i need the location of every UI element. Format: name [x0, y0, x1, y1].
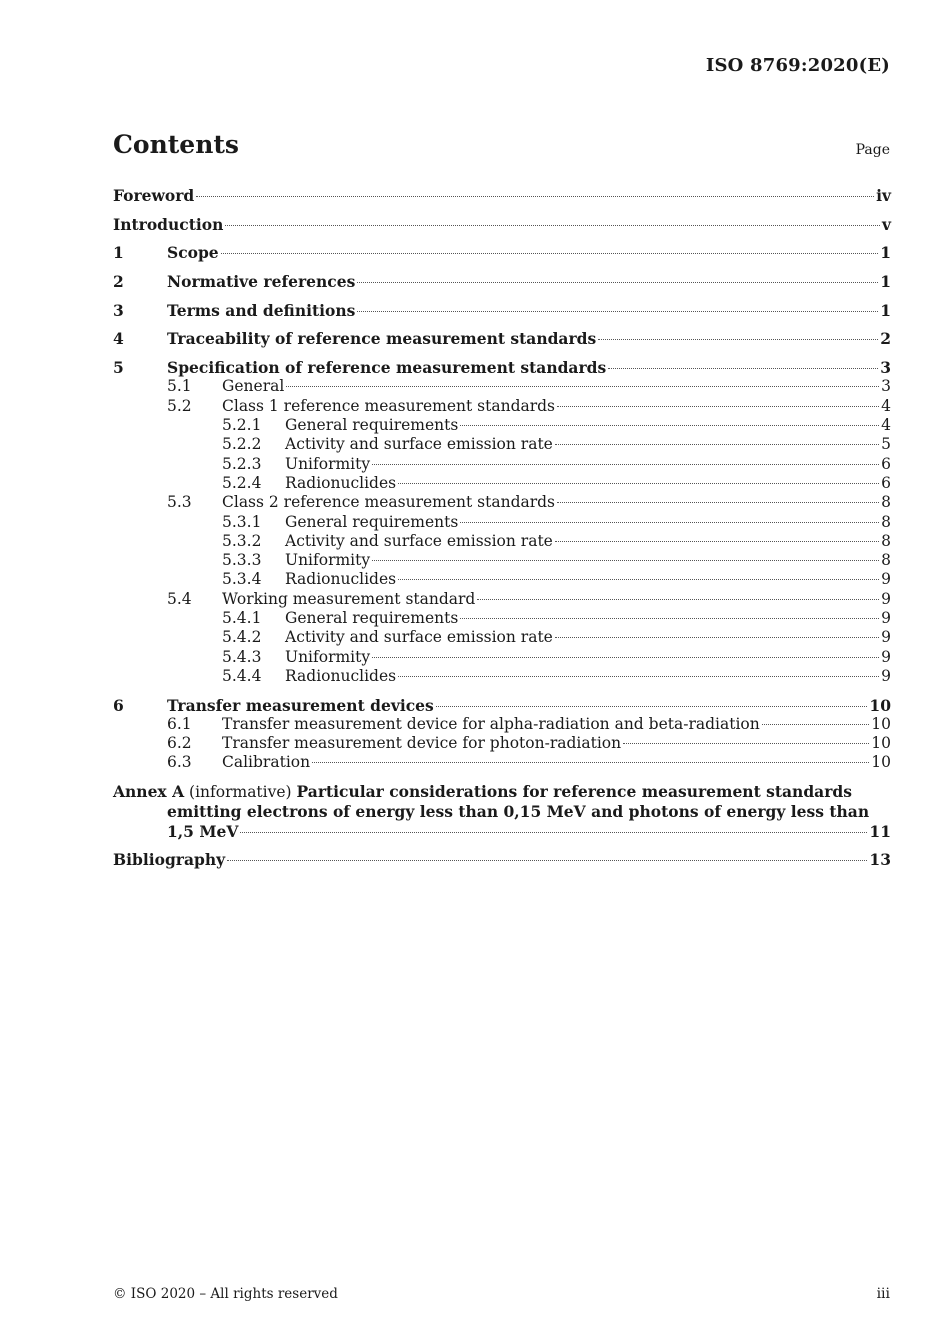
- toc-entry-5-2-2[interactable]: [113, 435, 891, 454]
- toc-entry-title: Activity and surface emission rate: [285, 628, 553, 647]
- toc-entry-5-3-4[interactable]: [113, 570, 891, 589]
- toc-entry-5-2-4[interactable]: [113, 474, 891, 493]
- toc-entry-title: Foreword: [113, 186, 195, 205]
- dot-leader: [623, 743, 869, 744]
- toc-entry-title: Transfer measurement device for photon-radiation: [222, 734, 622, 753]
- toc-entry-number: 1: [113, 243, 124, 263]
- toc-entry-title: General requirements: [285, 512, 459, 531]
- toc-entry-page: v: [881, 214, 891, 234]
- dot-leader: [608, 368, 878, 369]
- toc-entry-page: 8: [881, 551, 891, 570]
- toc-entry-page: 1: [880, 300, 891, 320]
- toc-entry-annex-a[interactable]: [113, 782, 891, 841]
- toc-entry-title: Introduction: [113, 214, 224, 234]
- toc-entry-page: 1: [880, 272, 891, 292]
- toc-entry-number: 5.3.3: [222, 551, 262, 570]
- toc-entry-number: 5.2.4: [222, 473, 262, 492]
- dot-leader: [460, 522, 879, 523]
- toc-entry-5-4-3[interactable]: [113, 648, 891, 667]
- toc-entry-number: 5.3.2: [222, 531, 262, 550]
- annex-title-line3: 1,5 MeV: [167, 821, 239, 841]
- table-of-contents: [113, 186, 891, 870]
- annex-type: (informative): [189, 783, 292, 802]
- toc-entry-number: 5.2.1: [222, 416, 262, 435]
- toc-entry-number: 4: [113, 329, 124, 349]
- page-column-label: Page: [855, 142, 890, 158]
- toc-entry-title: Normative references: [167, 272, 356, 292]
- toc-entry-number: 6: [113, 695, 124, 715]
- toc-entry-title: Uniformity: [285, 551, 371, 570]
- toc-entry-6-3[interactable]: [113, 753, 891, 772]
- toc-entry-title: Traceability of reference measurement standards: [167, 329, 597, 349]
- toc-entry-page: 9: [881, 666, 891, 685]
- toc-entry-page: 9: [881, 608, 891, 627]
- toc-entry-page: 6: [881, 473, 891, 492]
- toc-entry-5-2-1[interactable]: [113, 416, 891, 435]
- toc-entry-page: 2: [880, 329, 891, 349]
- toc-entry-title: Working measurement standard: [222, 589, 476, 608]
- toc-entry-page: 6: [881, 454, 891, 473]
- toc-entry-number: 6.3: [167, 753, 192, 772]
- toc-entry-page: 9: [881, 647, 891, 666]
- toc-entry-2[interactable]: [113, 272, 891, 291]
- dot-leader: [557, 502, 879, 503]
- toc-entry-page: 9: [881, 628, 891, 647]
- toc-entry-6-2[interactable]: [113, 734, 891, 753]
- toc-entry-number: 3: [113, 300, 124, 320]
- toc-entry-title: General requirements: [285, 608, 459, 627]
- dot-leader: [557, 406, 879, 407]
- toc-entry-5-3[interactable]: [113, 493, 891, 512]
- dot-leader: [312, 762, 869, 763]
- dot-leader: [398, 676, 879, 677]
- toc-entry-number: 5.2.3: [222, 454, 262, 473]
- toc-entry-title: Specification of reference measurement standards: [167, 358, 607, 378]
- toc-entry-6-1[interactable]: [113, 715, 891, 734]
- dot-leader: [398, 579, 879, 580]
- toc-entry-page: 8: [881, 512, 891, 531]
- toc-entry-5-4-2[interactable]: [113, 628, 891, 647]
- dot-leader: [460, 618, 879, 619]
- toc-entry-5-1[interactable]: [113, 377, 891, 396]
- toc-entry-title: Activity and surface emission rate: [285, 435, 553, 454]
- toc-entry-number: 5.4.3: [222, 647, 262, 666]
- dot-leader: [598, 339, 878, 340]
- toc-entry-number: 5.2: [167, 396, 192, 415]
- toc-entry-number: 5.3.1: [222, 512, 262, 531]
- toc-entry-title: Terms and definitions: [167, 300, 356, 320]
- toc-entry-5-2[interactable]: [113, 397, 891, 416]
- dot-leader: [372, 657, 879, 658]
- toc-entry-title: General: [222, 377, 285, 396]
- dot-leader: [372, 464, 879, 465]
- dot-leader: [555, 541, 879, 542]
- dot-leader: [555, 444, 879, 445]
- toc-entry-page: 10: [871, 714, 891, 733]
- toc-entry-number: 5.4.2: [222, 628, 262, 647]
- toc-entry-page: 10: [869, 695, 891, 715]
- dot-leader: [555, 637, 879, 638]
- page-number: iii: [876, 1286, 890, 1302]
- toc-entry-bibliography[interactable]: [113, 850, 891, 869]
- toc-entry-title: Scope: [167, 243, 219, 263]
- toc-entry-4[interactable]: [113, 329, 891, 348]
- toc-entry-page: 10: [871, 753, 891, 772]
- dot-leader: [372, 560, 879, 561]
- toc-entry-number: 5.3.4: [222, 570, 262, 589]
- toc-entry-foreword[interactable]: [113, 186, 891, 205]
- dot-leader: [762, 724, 870, 725]
- toc-entry-title: Uniformity: [285, 647, 371, 666]
- toc-entry-page: 9: [881, 589, 891, 608]
- toc-entry-page: 13: [869, 850, 891, 870]
- toc-entry-number: 5.2.2: [222, 435, 262, 454]
- toc-entry-page: 10: [871, 734, 891, 753]
- contents-title: Contents: [113, 130, 240, 159]
- toc-entry-title: Radionuclides: [285, 473, 397, 492]
- toc-entry-title: Class 2 reference measurement standards: [222, 493, 556, 512]
- toc-entry-5-4[interactable]: [113, 590, 891, 609]
- toc-entry-1[interactable]: [113, 243, 891, 262]
- toc-entry-number: 5: [113, 358, 124, 378]
- toc-entry-5-3-2[interactable]: [113, 532, 891, 551]
- toc-entry-title: Radionuclides: [285, 570, 397, 589]
- toc-entry-title: Uniformity: [285, 454, 371, 473]
- annex-title-line2: emitting electrons of energy less than 0,15 MeV and photons of energy less than: [167, 802, 870, 822]
- toc-entry-number: 5.1: [167, 377, 192, 396]
- toc-entry-title: Transfer measurement device for alpha-radiation and beta-radiation: [222, 714, 760, 733]
- annex-title-line1: Particular considerations for reference measurement standards: [296, 782, 852, 802]
- dot-leader: [225, 225, 880, 226]
- dot-leader: [227, 860, 867, 861]
- toc-entry-number: 6.2: [167, 734, 192, 753]
- toc-entry-5-4-4[interactable]: [113, 667, 891, 686]
- toc-entry-number: 5.4.1: [222, 608, 262, 627]
- dot-leader: [477, 599, 879, 600]
- toc-entry-page: 5: [881, 435, 891, 454]
- toc-entry-introduction[interactable]: [113, 215, 891, 234]
- dot-leader: [240, 832, 867, 833]
- toc-entry-title: Transfer measurement devices: [167, 695, 434, 715]
- dot-leader: [436, 706, 868, 707]
- toc-entry-5[interactable]: [113, 358, 891, 377]
- toc-entry-number: 5.4: [167, 589, 192, 608]
- toc-entry-title: Bibliography: [113, 850, 226, 870]
- toc-entry-page: 8: [881, 493, 891, 512]
- toc-entry-number: 6.1: [167, 714, 192, 733]
- toc-entry-page: 3: [881, 377, 891, 396]
- toc-entry-title: Activity and surface emission rate: [285, 531, 553, 550]
- toc-entry-title: Radionuclides: [285, 666, 397, 685]
- toc-entry-number: 5.3: [167, 493, 192, 512]
- dot-leader: [357, 311, 878, 312]
- toc-entry-5-3-3[interactable]: [113, 551, 891, 570]
- dot-leader: [398, 483, 879, 484]
- toc-entry-title: Class 1 reference measurement standards: [222, 396, 556, 415]
- toc-entry-number: 2: [113, 272, 124, 292]
- toc-entry-page: 3: [880, 358, 891, 378]
- toc-entry-title: General requirements: [285, 416, 459, 435]
- toc-entry-page: 1: [880, 243, 891, 263]
- copyright-notice: © ISO 2020 – All rights reserved: [113, 1286, 338, 1302]
- toc-entry-6[interactable]: [113, 696, 891, 715]
- toc-entry-title: Calibration: [222, 753, 311, 772]
- dot-leader: [221, 253, 879, 254]
- dot-leader: [357, 282, 878, 283]
- toc-entry-page: 4: [881, 396, 891, 415]
- toc-entry-5-2-3[interactable]: [113, 455, 891, 474]
- toc-entry-3[interactable]: [113, 301, 891, 320]
- toc-entry-page: iv: [876, 186, 891, 205]
- toc-entry-number: 5.4.4: [222, 666, 262, 685]
- toc-entry-page: 8: [881, 531, 891, 550]
- toc-entry-5-3-1[interactable]: [113, 513, 891, 532]
- toc-entry-5-4-1[interactable]: [113, 609, 891, 628]
- document-code: ISO 8769:2020(E): [705, 55, 890, 76]
- toc-entry-page: 11: [869, 821, 891, 841]
- dot-leader: [196, 196, 874, 197]
- toc-entry-page: 9: [881, 570, 891, 589]
- annex-label: Annex A: [113, 782, 185, 802]
- toc-entry-page: 4: [881, 416, 891, 435]
- dot-leader: [460, 425, 879, 426]
- dot-leader: [286, 386, 879, 387]
